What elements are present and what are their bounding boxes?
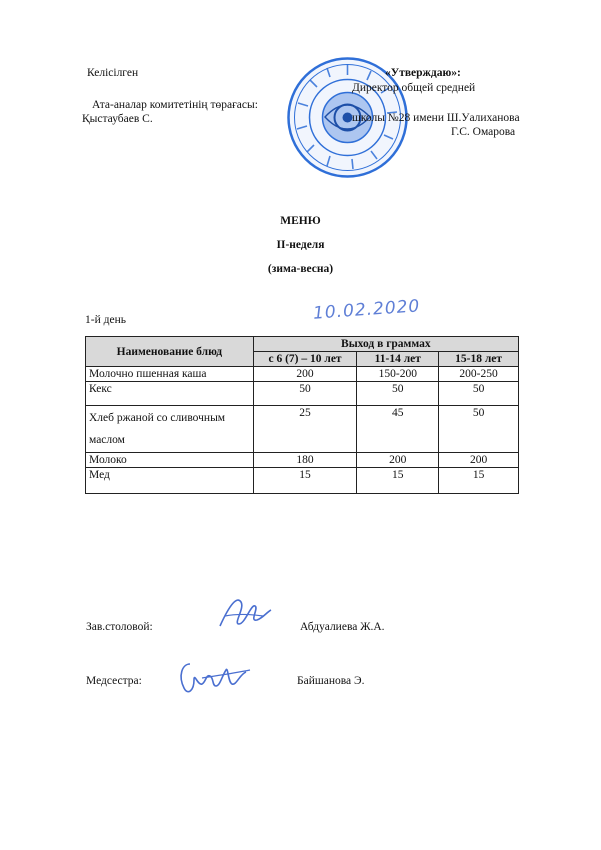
- approval-right-role: Директор общей средней: [352, 82, 476, 94]
- table-row: [86, 382, 519, 406]
- approval-left-name: Қыстаубаев С.: [82, 113, 153, 125]
- page-title: МЕНЮ: [280, 215, 321, 227]
- handwritten-date: 10.02.2020: [312, 296, 421, 324]
- header-age-group-1: с 6 (7) – 10 лет: [253, 352, 357, 367]
- yield-value: 25: [253, 406, 357, 453]
- header-age-group-3: 15-18 лет: [439, 352, 519, 367]
- yield-value: 45: [357, 406, 439, 453]
- canteen-manager-label: Зав.столовой:: [86, 621, 153, 633]
- approval-right-heading: «Утверждаю»:: [385, 67, 461, 79]
- yield-value: 180: [253, 453, 357, 468]
- dish-name: Мед: [86, 468, 254, 494]
- menu-table: [85, 336, 519, 494]
- table-row: [86, 406, 519, 453]
- approval-left-heading: Келісілген: [87, 67, 139, 79]
- yield-value: 200-250: [439, 367, 519, 382]
- header-dish: Наименование блюд: [86, 337, 254, 367]
- yield-value: 15: [253, 468, 357, 494]
- nurse-name: Байшанова Э.: [297, 675, 365, 687]
- table-row: [86, 453, 519, 468]
- yield-value: 50: [439, 406, 519, 453]
- dish-name: Молоко: [86, 453, 254, 468]
- nurse-signature-icon: [172, 656, 254, 700]
- dish-name: Хлеб ржаной со сливочным маслом: [86, 406, 254, 453]
- approval-left-role: Ата-аналар комитетінің төрағасы:: [92, 99, 258, 111]
- yield-value: 50: [357, 382, 439, 406]
- season-label: (зима-весна): [267, 263, 334, 275]
- yield-value: 200: [439, 453, 519, 468]
- dish-name: Молочно пшенная каша: [86, 367, 254, 382]
- yield-value: 15: [439, 468, 519, 494]
- canteen-manager-name: Абдуалиева Ж.А.: [300, 621, 385, 633]
- header-age-group-2: 11-14 лет: [357, 352, 439, 367]
- nurse-label: Медсестра:: [86, 675, 142, 687]
- header-yield: Выход в граммах: [253, 337, 518, 352]
- yield-value: 15: [357, 468, 439, 494]
- yield-value: 150-200: [357, 367, 439, 382]
- yield-value: 50: [253, 382, 357, 406]
- approval-right-school: школы №28 имени Ш.Уалиханова: [352, 112, 520, 124]
- canteen-signature-icon: [215, 594, 275, 634]
- yield-value: 200: [253, 367, 357, 382]
- yield-value: 50: [439, 382, 519, 406]
- table-row: [86, 468, 519, 494]
- dish-name: Кекс: [86, 382, 254, 406]
- yield-value: 200: [357, 453, 439, 468]
- approval-right-name: Г.С. Омарова: [451, 126, 516, 138]
- day-label: 1-й день: [85, 314, 126, 326]
- table-row: [86, 367, 519, 382]
- week-label: II-неделя: [276, 239, 325, 251]
